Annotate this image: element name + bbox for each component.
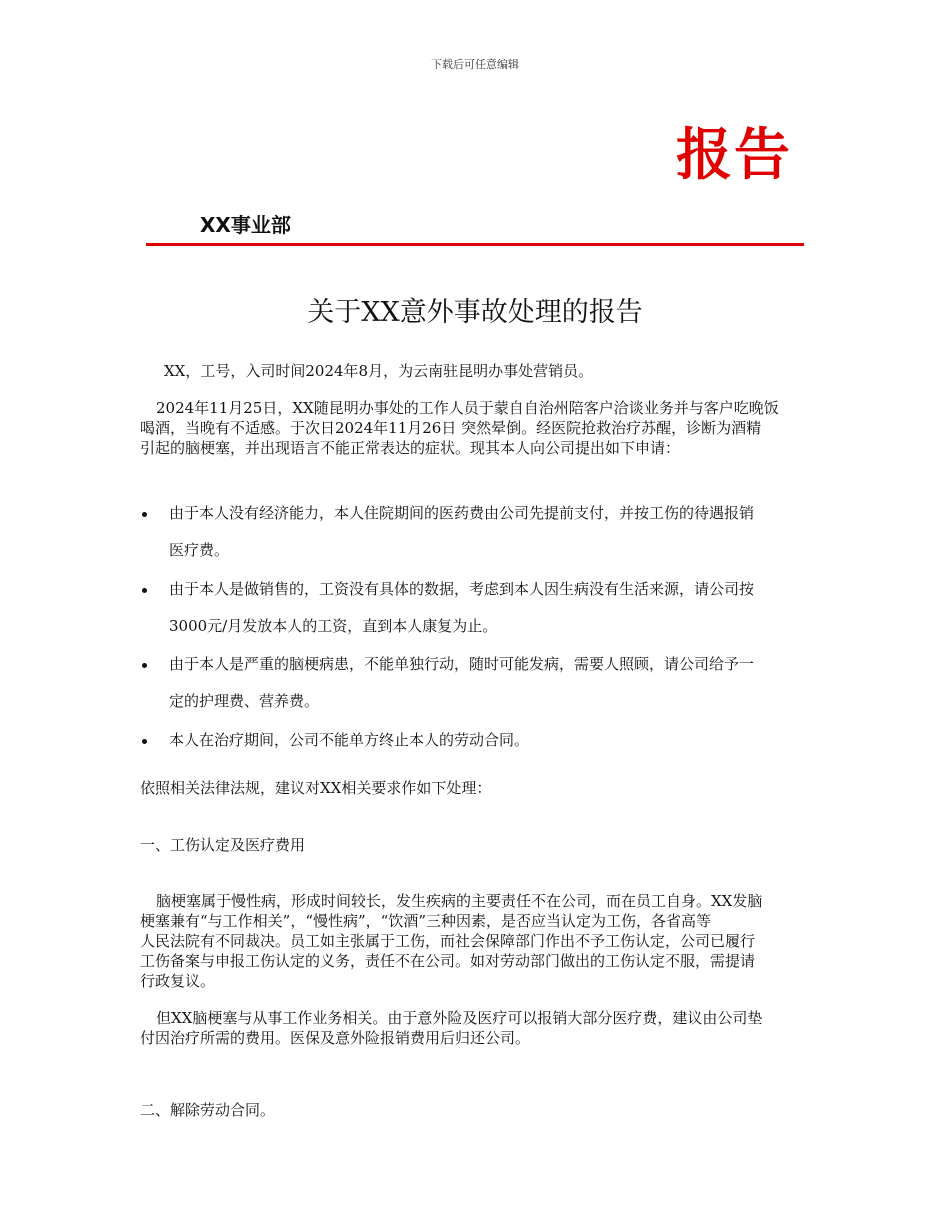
proposal-paragraph: 依照相关法律法规，建议对XX相关要求作如下处理：	[140, 779, 492, 797]
bullet-icon	[142, 663, 147, 668]
section-1-para-2-line-2: 付因治疗所需的费用。医保及意外险报销费用后归还公司。	[140, 1029, 531, 1047]
request-line-2: 3000元/月发放本人的工资，直到本人康复为止。	[169, 617, 498, 635]
document-title: 关于XX意外事故处理的报告	[307, 297, 643, 328]
section-1-para-2-line-1: 但XX脑梗塞与从事工作业务相关。由于意外险及医疗可以报销大部分医疗费，建议由公司垫	[156, 1009, 763, 1027]
incident-line-1: 2024年11月25日，XX随昆明办事处的工作人员于蒙自自治州陪客户洽谈业务并与客户吃晚饭	[156, 399, 779, 417]
request-line-1: 本人在治疗期间，公司不能单方终止本人的劳动合同。	[169, 731, 530, 749]
bullet-icon	[142, 739, 147, 744]
incident-line-2: 喝酒，当晚有不适感。于次日2024年11月26日 突然晕倒。经医院抢救治疗苏醒，诊断为酒精	[140, 419, 762, 437]
request-line-1: 由于本人没有经济能力，本人住院期间的医药费由公司先提前支付，并按工伤的待遇报销	[169, 504, 755, 522]
request-line-1: 由于本人是严重的脑梗病患，不能单独行动，随时可能发病，需要人照顾，请公司给予一	[169, 655, 755, 673]
section-1-para-1-line-1: 脑梗塞属于慢性病，形成时间较长，发生疾病的主要责任不在公司，而在员工自身。XX发脑	[156, 892, 763, 910]
section-1-para-1-line-3: 人民法院有不同裁决。员工如主张属于工伤，而社会保障部门作出不予工伤认定，公司已履行	[140, 932, 756, 950]
request-line-2: 定的护理费、营养费。	[169, 692, 320, 710]
section-2-heading: 二、解除劳动合同。	[140, 1101, 276, 1119]
section-1-heading: 一、工伤认定及医疗费用	[140, 836, 306, 854]
header-note: 下载后可任意编辑	[431, 58, 519, 71]
bullet-icon	[142, 512, 147, 517]
request-line-1: 由于本人是做销售的，工资没有具体的数据，考虑到本人因生病没有生活来源，请公司按	[169, 580, 755, 598]
department-name: XX事业部	[200, 213, 291, 237]
request-line-2: 医疗费。	[169, 541, 230, 559]
incident-line-3: 引起的脑梗塞，并出现语言不能正常表达的症状。现其本人向公司提出如下申请：	[140, 439, 681, 457]
red-headline: 报告	[676, 122, 792, 188]
section-1-para-1-line-2: 梗塞兼有“与工作相关”，“慢性病”，“饮酒”三种因素，是否应当认定为工伤，各省高等	[140, 912, 712, 930]
section-1-para-1-line-5: 行政复议。	[140, 972, 216, 990]
red-divider	[146, 243, 804, 246]
intro-paragraph: XX，工号，入司时间2024年8月，为云南驻昆明办事处营销员。	[164, 362, 594, 380]
section-1-para-1-line-4: 工伤备案与申报工伤认定的义务，责任不在公司。如对劳动部门做出的工伤认定不服，需提请	[140, 952, 756, 970]
bullet-icon	[142, 588, 147, 593]
